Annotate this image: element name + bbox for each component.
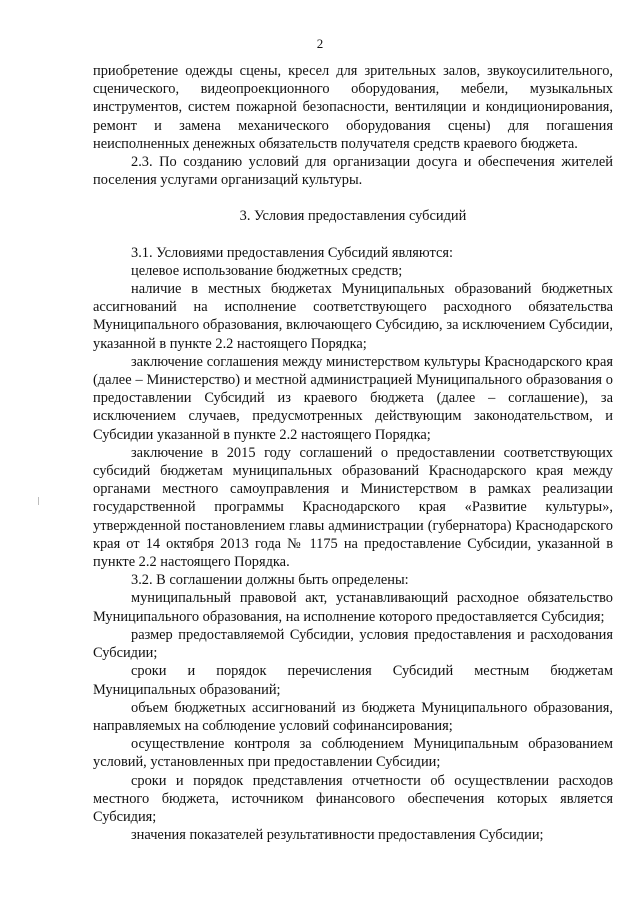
paragraph: заключение в 2015 году соглашений о предоставлении соответствующих субсидий бюджетам муниципальных образований Краснодарского края между органами местного самоуправления и Министерством в рамках реализации государственной программы Краснодарского края «Развитие культуры», утвержденной постановлением главы администрации (губернатора) Краснодарского края от 14 октября 2013 года № 1175 на предоставление Субсидии, указанной в пункте 2.2 настоящего Порядка. [93, 444, 613, 571]
page-number: 2 [316, 36, 324, 51]
paragraph: целевое использование бюджетных средств; [131, 262, 403, 279]
paragraph: сроки и порядок представления отчетности об осуществлении расходов местного бюджета, источником финансового обеспечения которых является Субсидия; [93, 772, 613, 825]
margin-mark [38, 497, 39, 505]
paragraph: заключение соглашения между министерством культуры Краснодарского края (далее – Министерство) и местной администрацией Муниципального образования о предоставлении Субсидий из краевого бюджета (далее – соглашение), за исключением случаев, предусмотренных действующим законодательством, и Субсидии указанной в пункте 2.2 настоящего Порядка; [93, 353, 613, 443]
paragraph: значения показателей результативности предоставления Субсидии; [131, 827, 544, 844]
paragraph: 2.3. По созданию условий для организации досуга и обеспечения жителей поселения услугами организаций культуры. [93, 154, 613, 189]
document-body [93, 62, 613, 844]
paragraph: приобретение одежды сцены, кресел для зрительных залов, звукоусилительного, сценического, видеопроекционного оборудования, мебели, музыкальных инструментов, систем пожарной безопасности, вентиляции и кондиционирования, ремонт и замена механического оборудования сцены) для погашения неисполненных денежных обязательств получателя средств краевого бюджета. [93, 63, 613, 152]
paragraph: осуществление контроля за соблюдением Муниципальным образованием условий, установленных при предоставлении Субсидии; [93, 736, 613, 771]
paragraph: размер предоставляемой Субсидии, условия предоставления и расходования Субсидии; [93, 626, 613, 662]
paragraph: 3.1. Условиями предоставления Субсидий являются: [131, 244, 453, 261]
paragraph: сроки и порядок перечисления Субсидий местным бюджетам Муниципальных образований; [93, 663, 613, 698]
paragraph: наличие в местных бюджетах Муниципальных образований бюджетных ассигнований на исполнение соответствующего расходного обязательства Муниципального образования, включающего Субсидию, за исключением Субсидии, указанной в пункте 2.2 настоящего Порядка; [93, 281, 613, 352]
section-heading: 3. Условия предоставления субсидий [239, 208, 467, 225]
paragraph: 3.2. В соглашении должны быть определены: [131, 572, 409, 589]
paragraph: муниципальный правовой акт, устанавливающий расходное обязательство Муниципального образования, на исполнение которого предоставляется Субсидия; [93, 590, 613, 625]
paragraph: объем бюджетных ассигнований из бюджета Муниципального образования, направляемых на соблюдение условий софинансирования; [93, 699, 613, 734]
